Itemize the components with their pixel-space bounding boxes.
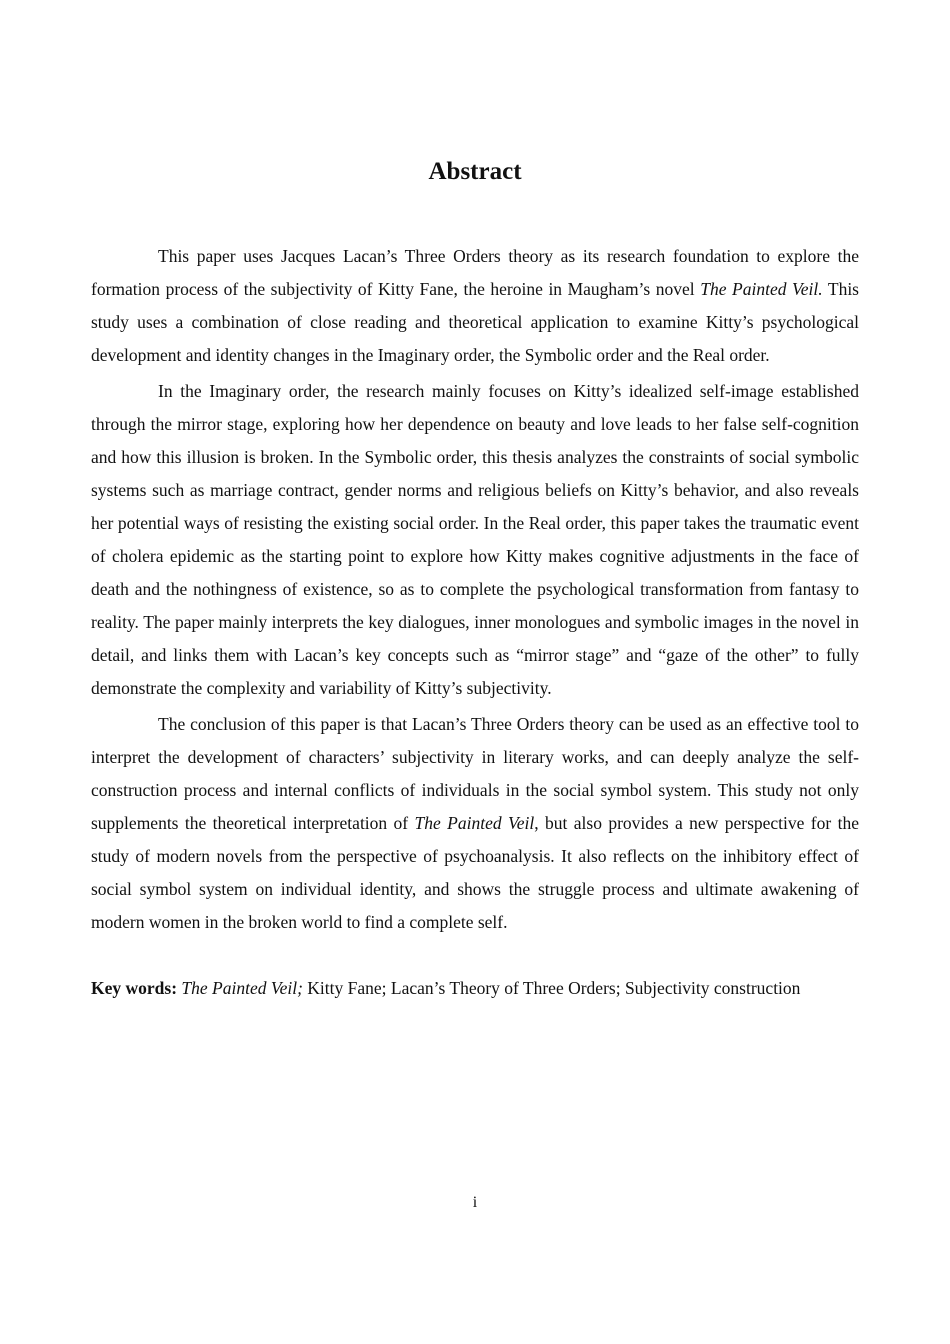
keywords-novel-title: The Painted Veil; xyxy=(181,978,303,998)
keywords-label: Key words: xyxy=(91,978,178,998)
abstract-paragraph-1 xyxy=(91,240,859,372)
keywords-line xyxy=(91,972,859,1005)
keywords-list: Kitty Fane; Lacan’s Theory of Three Orders; Subjectivity construction xyxy=(302,978,801,998)
paragraph-1-novel-title: The Painted Veil. xyxy=(700,279,823,299)
page-number: i xyxy=(472,1194,478,1211)
abstract-body xyxy=(91,240,859,1023)
paragraph-3-novel-title: The Painted Veil xyxy=(414,813,535,833)
paragraph-3-text-b: , but also provides a new perspective for the study of modern novels from the perspective of psychoanalysis. It also reflects on the inhibitory effect of social symbol system on individual identity, and shows the struggle process and ultimate awakening of modern women in the broken world to find a complete self. xyxy=(91,813,859,932)
paragraph-3-text-a: The conclusion of this paper is that Lacan’s Three Orders theory can be used as an effective tool to interpret the development of characters’ subjectivity in literary works, and can deeply analyze the self-construction process and internal conflicts of individuals in the social symbol system. This study not only supplements the theoretical interpretation of xyxy=(91,714,859,833)
paragraph-1-text-b: This study uses a combination of close reading and theoretical application to examine Kitty’s psychological development and identity changes in the Imaginary order, the Symbolic order and the Real order. xyxy=(91,279,859,365)
abstract-paragraph-2: In the Imaginary order, the research mainly focuses on Kitty’s idealized self-image established through the mirror stage, exploring how her dependence on beauty and love leads to her false self-cognition and how this illusion is broken. In the Symbolic order, this thesis analyzes the constraints of social symbolic systems such as marriage contract, gender norms and religious beliefs on Kitty’s behavior, and also reveals her potential ways of resisting the existing social order. In the Real order, this paper takes the traumatic event of cholera epidemic as the starting point to explore how Kitty makes cognitive adjustments in the face of death and the nothingness of existence, so as to complete the psychological transformation from fantasy to reality. The paper mainly interprets the key dialogues, inner monologues and symbolic images in the novel in detail, and links them with Lacan’s key concepts such as “mirror stage” and “gaze of the other” to fully demonstrate the complexity and variability of Kitty’s subjectivity. xyxy=(91,381,859,698)
paragraph-1-text-a: This paper uses Jacques Lacan’s Three Orders theory as its research foundation to explore the formation process of the subjectivity of Kitty Fane, the heroine in Maugham’s novel xyxy=(91,246,859,299)
abstract-paragraph-3 xyxy=(91,708,859,939)
abstract-heading: Abstract xyxy=(428,158,522,185)
